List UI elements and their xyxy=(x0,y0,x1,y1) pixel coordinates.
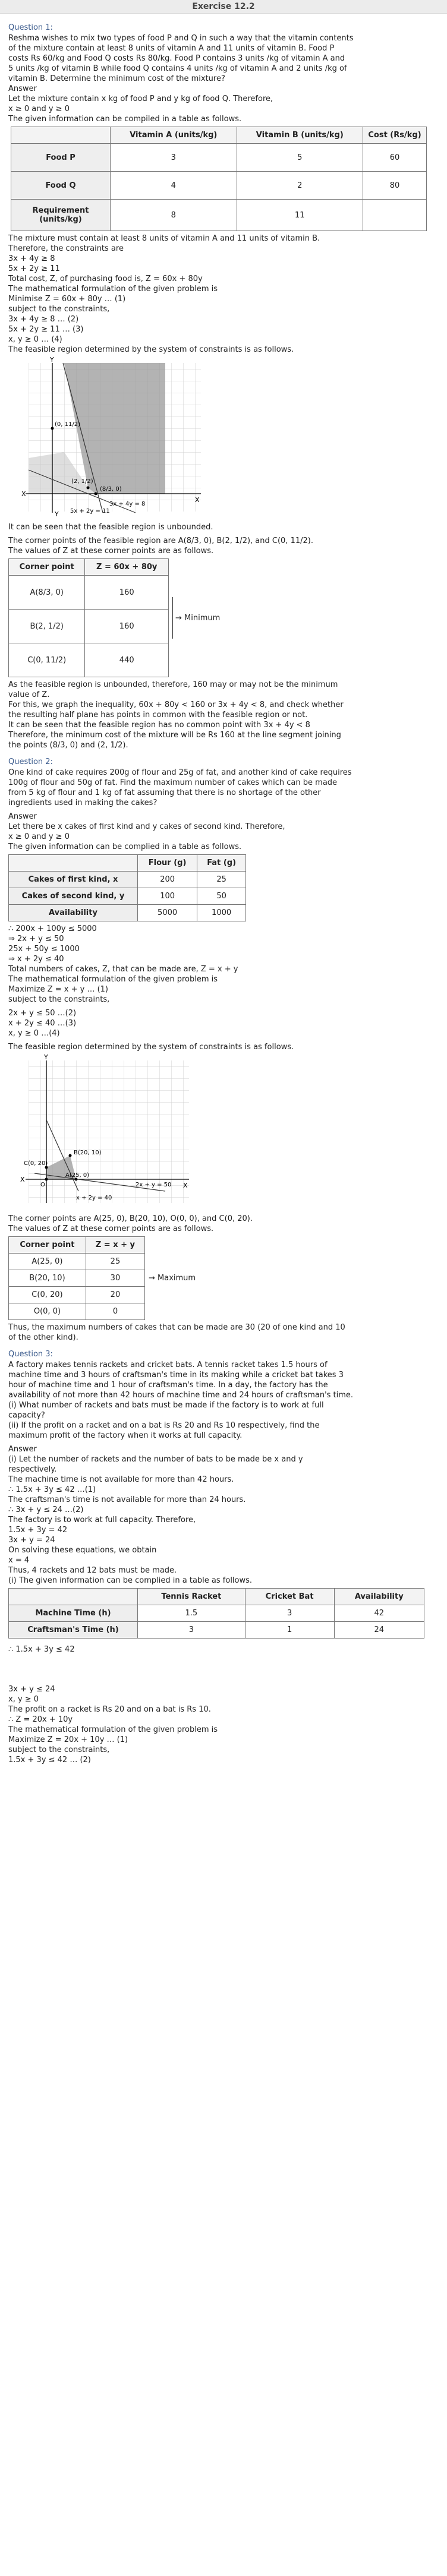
text-line: It can be seen that the feasible region has no common point with 3x + 4y < 8 xyxy=(8,721,310,730)
table-row xyxy=(9,1622,424,1639)
text-line: x + 2y ≤ 40 …(3) xyxy=(8,1019,77,1028)
text-line: The mathematical formulation of the given problem is xyxy=(8,975,218,984)
q3-data-table xyxy=(8,1588,424,1639)
text-line: 3x + 4y ≥ 8 xyxy=(8,254,55,263)
text-line: subject to the constraints, xyxy=(8,305,110,314)
text-line: 5 units /kg of vitamin B while food Q contains 4 units /kg of vitamin A and 2 units /kg of xyxy=(8,64,347,73)
table-header: Corner point xyxy=(9,1237,86,1254)
answer-label: Answer xyxy=(8,84,37,93)
table-header: Availability xyxy=(334,1589,424,1605)
text-line: machine time and 3 hours of craftsman's time in its making while a cricket bat takes 3 xyxy=(8,1371,344,1379)
text-line: A factory makes tennis rackets and cricket bats. A tennis racket takes 1.5 hours of xyxy=(8,1360,328,1369)
table-cell: Availability xyxy=(9,905,138,921)
table-cell: Cakes of second kind, y xyxy=(9,888,138,905)
table-cell: 100 xyxy=(138,888,197,905)
text-line: Thus, the maximum numbers of cakes that can be made are 30 (20 of one kind and 10 xyxy=(8,1323,345,1332)
text-line: (i) Let the number of rackets and the number of bats to be made be x and y xyxy=(8,1455,303,1464)
question-1-heading: Question 1: xyxy=(8,23,53,32)
table-header xyxy=(11,127,111,144)
table-cell xyxy=(363,200,427,231)
table-row xyxy=(9,1303,145,1320)
text-line: (ii) If the profit on a racket and on a bat is Rs 20 and Rs 10 respectively, find the xyxy=(8,1421,320,1430)
table-cell: Food Q xyxy=(11,172,111,200)
point-b xyxy=(69,1154,72,1157)
text-line: value of Z. xyxy=(8,690,50,699)
q1-corner-table xyxy=(8,558,169,677)
table-cell: 160 xyxy=(85,576,169,610)
table-row xyxy=(9,610,169,643)
text-line: from 5 kg of flour and 1 kg of fat assuming that there is no shortage of the other xyxy=(8,788,321,797)
maximum-note-wrap xyxy=(145,1234,196,1322)
text-line: The values of Z at these corner points are as follows. xyxy=(8,1224,214,1233)
table-cell: 60 xyxy=(363,144,427,172)
text-line: of the mixture contain at least 8 units of vitamin A and 11 units of vitamin B. Food P xyxy=(8,44,335,53)
minimum-note: → Minimum xyxy=(175,613,221,623)
text-line: It can be seen that the feasible region is unbounded. xyxy=(8,523,213,532)
table-cell: 80 xyxy=(363,172,427,200)
point-b-label: B(20, 10) xyxy=(74,1150,102,1156)
table-header: Vitamin B (units/kg) xyxy=(237,127,363,144)
table-cell: 25 xyxy=(86,1254,144,1270)
table-cell: 3 xyxy=(111,144,237,172)
table-cell: 2 xyxy=(237,172,363,200)
table-header: Z = 60x + 80y xyxy=(85,559,169,576)
table-row xyxy=(9,888,246,905)
x-axis-label-right: X xyxy=(195,496,200,504)
text-line: As the feasible region is unbounded, therefore, 160 may or may not be the minimum xyxy=(8,680,338,689)
text-line: x = 4 xyxy=(8,1556,30,1565)
text-line: subject to the constraints, xyxy=(8,1745,110,1754)
text-line: Total numbers of cakes, Z, that can be made are, Z = x + y xyxy=(8,965,238,974)
text-line: availability of not more than 42 hours of machine time and 24 hours of craftsman's time. xyxy=(8,1391,354,1400)
text-line: The values of Z at these corner points are as follows. xyxy=(8,547,214,555)
table-cell: Food P xyxy=(11,144,111,172)
table-header: Z = x + y xyxy=(86,1237,144,1254)
text-line: 3x + y ≤ 24 xyxy=(8,1685,55,1694)
text-line: The factory is to work at full capacity. Therefore, xyxy=(8,1516,196,1524)
table-cell: A(8/3, 0) xyxy=(9,576,85,610)
table-row xyxy=(9,643,169,677)
text-line: vitamin B. Determine the minimum cost of the mixture? xyxy=(8,74,225,83)
table-header xyxy=(9,1589,138,1605)
table-cell: O(0, 0) xyxy=(9,1303,86,1320)
text-line: Therefore, the minimum cost of the mixture will be Rs 160 at the line segment joining xyxy=(8,731,341,740)
question-2-heading: Question 2: xyxy=(8,757,53,766)
table-cell: 3 xyxy=(245,1605,334,1622)
point-c-label: (0, 11/2) xyxy=(55,421,80,428)
text-line: ∴ 1.5x + 3y ≤ 42 …(1) xyxy=(8,1485,96,1494)
q1-data-table xyxy=(11,127,427,231)
text-line: 3x + 4y ≥ 8 … (2) xyxy=(8,315,79,324)
text-line: Let the mixture contain x kg of food P and y kg of food Q. Therefore, xyxy=(8,94,273,103)
table-row xyxy=(11,172,427,200)
table-cell: B(2, 1/2) xyxy=(9,610,85,643)
point-o xyxy=(45,1178,48,1181)
table-header xyxy=(9,855,138,872)
text-line: 3x + y = 24 xyxy=(8,1536,55,1545)
text-line: maximum profit of the factory when it works at full capacity. xyxy=(8,1431,243,1440)
text-line: One kind of cake requires 200g of flour and 25g of fat, and another kind of cake requires xyxy=(8,768,352,777)
table-cell: 160 xyxy=(85,610,169,643)
minimum-bracket xyxy=(169,556,220,680)
text-line: Total cost, Z, of purchasing food is, Z = 60x + 80y xyxy=(8,274,203,283)
exercise-title: Exercise 12.2 xyxy=(0,0,447,14)
q2-corner-table xyxy=(8,1236,145,1320)
q1-problem xyxy=(8,33,439,84)
table-row xyxy=(9,576,169,610)
table-row xyxy=(9,1270,145,1287)
text-line: The machine time is not available for more than 42 hours. xyxy=(8,1475,234,1484)
text-line: x, y ≥ 0 xyxy=(8,1695,39,1704)
origin-label: O xyxy=(40,1182,45,1188)
text-line: 100g of flour and 50g of fat. Find the maximum number of cakes which can be made xyxy=(8,778,338,787)
table-header: Flour (g) xyxy=(138,855,197,872)
text-line: ∴ 1.5x + 3y ≤ 42 xyxy=(8,1645,75,1654)
table-cell: 5000 xyxy=(138,905,197,921)
table-cell: 1.5 xyxy=(138,1605,245,1622)
text-line: ∴ Z = 20x + 10y xyxy=(8,1715,73,1724)
text-line: subject to the constraints, xyxy=(8,995,110,1004)
text-line: The mixture must contain at least 8 units of vitamin A and 11 units of vitamin B. xyxy=(8,234,320,243)
point-c-label: C(0, 20) xyxy=(24,1160,48,1167)
text-line: the resulting half plane has points in common with the feasible region or not. xyxy=(8,711,308,719)
text-line: 25x + 50y ≤ 1000 xyxy=(8,945,80,954)
text-line: the points (8/3, 0) and (2, 1/2). xyxy=(8,741,128,750)
text-line: x, y ≥ 0 …(4) xyxy=(8,1029,60,1038)
x-axis-label-right: X xyxy=(183,1182,188,1189)
text-line: x ≥ 0 and y ≥ 0 xyxy=(8,105,70,113)
table-cell: 0 xyxy=(86,1303,144,1320)
line-1-label: 2x + y = 50 xyxy=(136,1182,172,1188)
text-line: Minimise Z = 60x + 80y … (1) xyxy=(8,295,126,304)
text-line: hour of machine time and 1 hour of craftsman's time. In a day, the factory has the xyxy=(8,1381,328,1390)
text-line: Maximize Z = x + y … (1) xyxy=(8,985,109,994)
text-line: x ≥ 0 and y ≥ 0 xyxy=(8,832,70,841)
question-3-heading: Question 3: xyxy=(8,1350,53,1359)
text-line: The profit on a racket is Rs 20 and on a bat is Rs 10. xyxy=(8,1705,211,1714)
table-cell: 8 xyxy=(111,200,237,231)
answer-label: Answer xyxy=(8,1445,37,1454)
line-2-label: 5x + 2y = 11 xyxy=(70,508,110,514)
table-header: Tennis Racket xyxy=(138,1589,245,1605)
maximum-note: → Maximum xyxy=(149,1274,196,1283)
text-line: Therefore, the constraints are xyxy=(8,244,124,253)
line-2-label: x + 2y = 40 xyxy=(76,1195,112,1201)
table-cell: 1000 xyxy=(197,905,246,921)
table-row xyxy=(11,144,427,172)
point-c xyxy=(51,427,54,430)
text-line: of the other kind). xyxy=(8,1333,78,1342)
x-axis-label-left: X xyxy=(21,490,26,498)
table-cell: A(25, 0) xyxy=(9,1254,86,1270)
y-axis-label-bottom: Y xyxy=(55,510,59,517)
q2-data-table xyxy=(8,854,246,921)
text-line: The mathematical formulation of the given problem is xyxy=(8,285,218,293)
text-line: ⇒ x + 2y ≤ 40 xyxy=(8,955,64,964)
text-line: On solving these equations, we obtain xyxy=(8,1546,157,1555)
text-line: 1.5x + 3y ≤ 42 … (2) xyxy=(8,1756,91,1764)
table-header: Cricket Bat xyxy=(245,1589,334,1605)
text-line: The given information can be complied in a table as follows. xyxy=(8,842,242,851)
content xyxy=(0,14,447,1765)
text-line: The corner points of the feasible region are A(8/3, 0), B(2, 1/2), and C(0, 11/2). xyxy=(8,536,313,545)
text-line: capacity? xyxy=(8,1411,45,1420)
table-cell: 5 xyxy=(237,144,363,172)
point-a-label: A(25, 0) xyxy=(65,1172,90,1179)
point-b-label: (2, 1/2) xyxy=(71,478,93,485)
table-cell: 24 xyxy=(334,1622,424,1639)
q1-feasible-region-graph xyxy=(17,357,439,520)
table-header: Cost (Rs/kg) xyxy=(363,127,427,144)
table-cell: 25 xyxy=(197,872,246,888)
x-axis-label-left: X xyxy=(20,1176,25,1183)
line-1-label: 3x + 4y = 8 xyxy=(109,501,146,507)
text-line: ingredients used in making the cakes? xyxy=(8,798,158,807)
point-a xyxy=(95,493,97,495)
table-cell: 20 xyxy=(86,1287,144,1303)
text-line: The given information can be compiled in a table as follows. xyxy=(8,115,242,124)
q1-corner-table-wrap xyxy=(8,556,439,680)
table-cell: 30 xyxy=(86,1270,144,1287)
text-line: The corner points are A(25, 0), B(20, 10), O(0, 0), and C(0, 20). xyxy=(8,1214,253,1223)
table-row xyxy=(9,1287,145,1303)
table-row xyxy=(9,1254,145,1270)
text-line: ∴ 200x + 100y ≤ 5000 xyxy=(8,924,97,933)
text-line: 5x + 2y ≥ 11 xyxy=(8,264,60,273)
table-cell: C(0, 11/2) xyxy=(9,643,85,677)
point-a-label: (8/3, 0) xyxy=(100,486,122,493)
table-header: Corner point xyxy=(9,559,85,576)
table-cell: 4 xyxy=(111,172,237,200)
table-row xyxy=(11,200,427,231)
table-cell: C(0, 20) xyxy=(9,1287,86,1303)
table-cell: 1 xyxy=(245,1622,334,1639)
text-line: 2x + y ≤ 50 …(2) xyxy=(8,1009,77,1018)
text-line: The feasible region determined by the system of constraints is as follows. xyxy=(8,345,294,354)
table-cell: 42 xyxy=(334,1605,424,1622)
text-line: The mathematical formulation of the given problem is xyxy=(8,1725,218,1734)
text-line: For this, we graph the inequality, 60x + 80y < 160 or 3x + 4y < 8, and check whether xyxy=(8,700,344,709)
table-cell: 440 xyxy=(85,643,169,677)
table-row xyxy=(9,1605,424,1622)
table-cell: Craftsman's Time (h) xyxy=(9,1622,138,1639)
table-cell: Machine Time (h) xyxy=(9,1605,138,1622)
table-cell: 11 xyxy=(237,200,363,231)
text-line: Reshma wishes to mix two types of food P and Q in such a way that the vitamin contents xyxy=(8,34,354,43)
table-header: Vitamin A (units/kg) xyxy=(111,127,237,144)
q2-corner-table-wrap xyxy=(8,1234,439,1322)
text-line: Let there be x cakes of first kind and y cakes of second kind. Therefore, xyxy=(8,822,285,831)
table-cell: 200 xyxy=(138,872,197,888)
text-line: (i) What number of rackets and bats must be made if the factory is to work at full xyxy=(8,1401,324,1410)
y-axis-label: Y xyxy=(44,1055,48,1061)
q2-feasible-region-graph xyxy=(17,1055,439,1211)
text-line: 5x + 2y ≥ 11 … (3) xyxy=(8,325,84,334)
text-line: x, y ≥ 0 … (4) xyxy=(8,335,62,344)
text-line: costs Rs 60/kg and Food Q costs Rs 80/kg. Food P contains 3 units /kg of vitamin A and xyxy=(8,54,345,63)
table-cell: 3 xyxy=(138,1622,245,1639)
table-cell: B(20, 10) xyxy=(9,1270,86,1287)
text-line: respectively. xyxy=(8,1465,57,1474)
text-line: Maximize Z = 20x + 10y … (1) xyxy=(8,1735,128,1744)
text-line: ⇒ 2x + y ≤ 50 xyxy=(8,935,64,943)
text-line: 1.5x + 3y = 42 xyxy=(8,1526,68,1535)
table-cell: Cakes of first kind, x xyxy=(9,872,138,888)
table-row xyxy=(9,905,246,921)
y-axis-label-top: Y xyxy=(50,357,54,364)
text-line: ∴ 3x + y ≤ 24 …(2) xyxy=(8,1505,84,1514)
text-line: The craftsman's time is not available for more than 24 hours. xyxy=(8,1495,246,1504)
text-line: Thus, 4 rackets and 12 bats must be made. xyxy=(8,1566,177,1575)
table-header: Fat (g) xyxy=(197,855,246,872)
table-cell: Requirement (units/kg) xyxy=(11,200,111,231)
text-line: (i) The given information can be complied in a table as follows. xyxy=(8,1576,253,1585)
table-cell: 50 xyxy=(197,888,246,905)
point-b xyxy=(87,487,90,490)
text-line: The feasible region determined by the system of constraints is as follows. xyxy=(8,1043,294,1052)
table-row xyxy=(9,872,246,888)
answer-label: Answer xyxy=(8,812,37,821)
